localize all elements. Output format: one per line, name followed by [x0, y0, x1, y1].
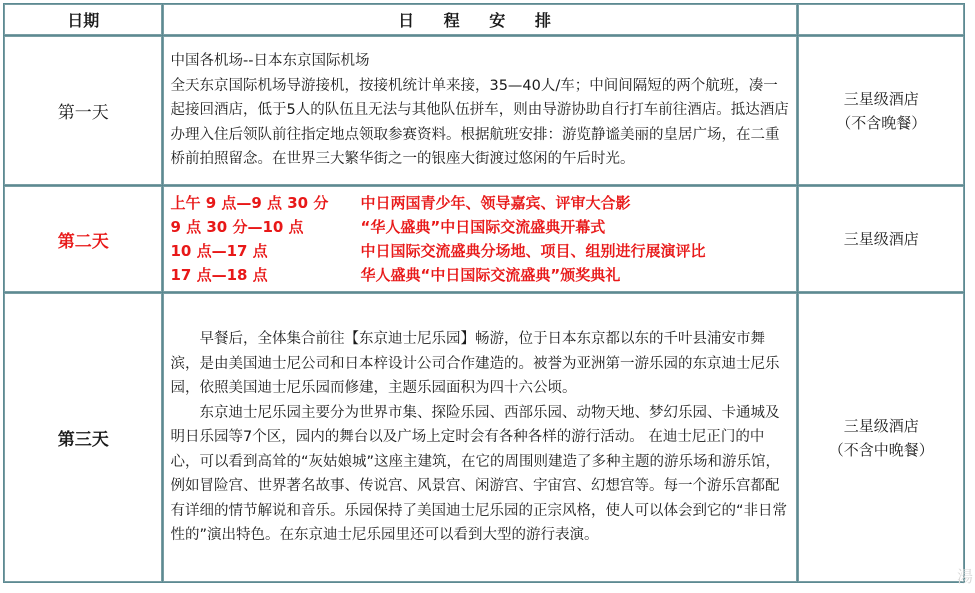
schedule-item: [170, 263, 791, 287]
itinerary-table: [3, 3, 965, 583]
header-hotel: [798, 4, 964, 35]
day1-row: [4, 36, 964, 185]
schedule-item: [170, 239, 791, 263]
watermark-text: 湯: [956, 567, 973, 586]
day3-hotel-name: 三星级酒店: [843, 416, 919, 435]
day1-content: [163, 36, 797, 185]
day1-hotel: [798, 36, 964, 185]
day3-label: 第三天: [4, 293, 162, 582]
schedule-time: 9 点 30 分—10 点: [170, 218, 304, 236]
day2-label: 第二天: [4, 186, 162, 292]
day3-paragraph-1: 早餐后，全体集合前往【东京迪士尼乐园】畅游，位于日本东京都以东的千叶县浦安市舞滨，是由美国迪士尼公司和日本梓设计公司合作建造的。被誉为亚洲第一游乐园的东京迪士尼乐园，依照美国迪士尼乐园而修建，主题乐园面积为四十六公顷。: [170, 331, 780, 397]
day2-content: [163, 186, 797, 292]
schedule-time: 上午 9 点—9 点 30 分: [170, 194, 329, 212]
day3-hotel: [798, 293, 964, 582]
schedule-event: “华人盛典”中日国际交流盛典开幕式: [360, 218, 606, 236]
header-row: [4, 4, 964, 35]
schedule-event: 中日国际交流盛典分场地、项目、组别进行展演评比: [360, 242, 706, 260]
day3-row: [4, 293, 964, 582]
schedule-item: [170, 191, 791, 215]
day3-content: [163, 293, 797, 582]
day1-label: 第一天: [4, 36, 162, 185]
schedule-event: 中日两国青少年、领导嘉宾、评审大合影: [360, 194, 631, 212]
day2-row: [4, 186, 964, 292]
day1-description: 全天东京国际机场导游接机，按接机统计单来接，35—40人/车；中间间隔短的两个航班，凑一起接回酒店，低于5人的队伍且无法与其他队伍拼车，则由导游协助自行打车前往酒店。抵达酒店办理入住后领队前往指定地点领取参赛资料。根据航班安排：游览静谧美丽的皇居广场，在二重桥前拍照留念。在世界三大繁华街之一的银座大街渡过悠闲的午后时光。: [170, 77, 789, 168]
schedule-event: 华人盛典“中日国际交流盛典”颁奖典礼: [360, 266, 621, 284]
header-schedule: 日 程 安 排: [163, 4, 797, 35]
day2-hotel-name: 三星级酒店: [843, 230, 919, 248]
schedule-item: [170, 215, 791, 239]
header-date: 日期: [4, 4, 162, 35]
day3-hotel-note: （不含中晚餐）: [828, 440, 934, 459]
day2-hotel: [798, 186, 964, 292]
day1-route: 中国各机场--日本东京国际机场: [170, 53, 370, 70]
day3-paragraph-2: 东京迪士尼乐园主要分为世界市集、探险乐园、西部乐园、动物天地、梦幻乐园、卡通城及明日乐园等7个区，园内的舞台以及广场上定时会有各种各样的游行活动。 在迪士尼正门的中心，可以看到高耸的“灰姑娘城”这座主建筑，在它的周围则建造了多种主题的游乐场和游乐馆，例如冒险宫、世界著名故事、传说宫、风景宫、闲游宫、宇宙宫、幻想宫等。每一个游乐宫都配有详细的情节解说和音乐。乐园保持了美国迪士尼乐园的正宗风格，使人可以体会到它的“非日常性的”演出特色。在东京迪士尼乐园里还可以看到大型的游行表演。: [170, 404, 787, 544]
schedule-time: 10 点—17 点: [170, 242, 268, 260]
day1-hotel-name: 三星级酒店: [843, 89, 919, 108]
day1-hotel-note: （不含晚餐）: [836, 113, 927, 132]
schedule-time: 17 点—18 点: [170, 266, 268, 284]
